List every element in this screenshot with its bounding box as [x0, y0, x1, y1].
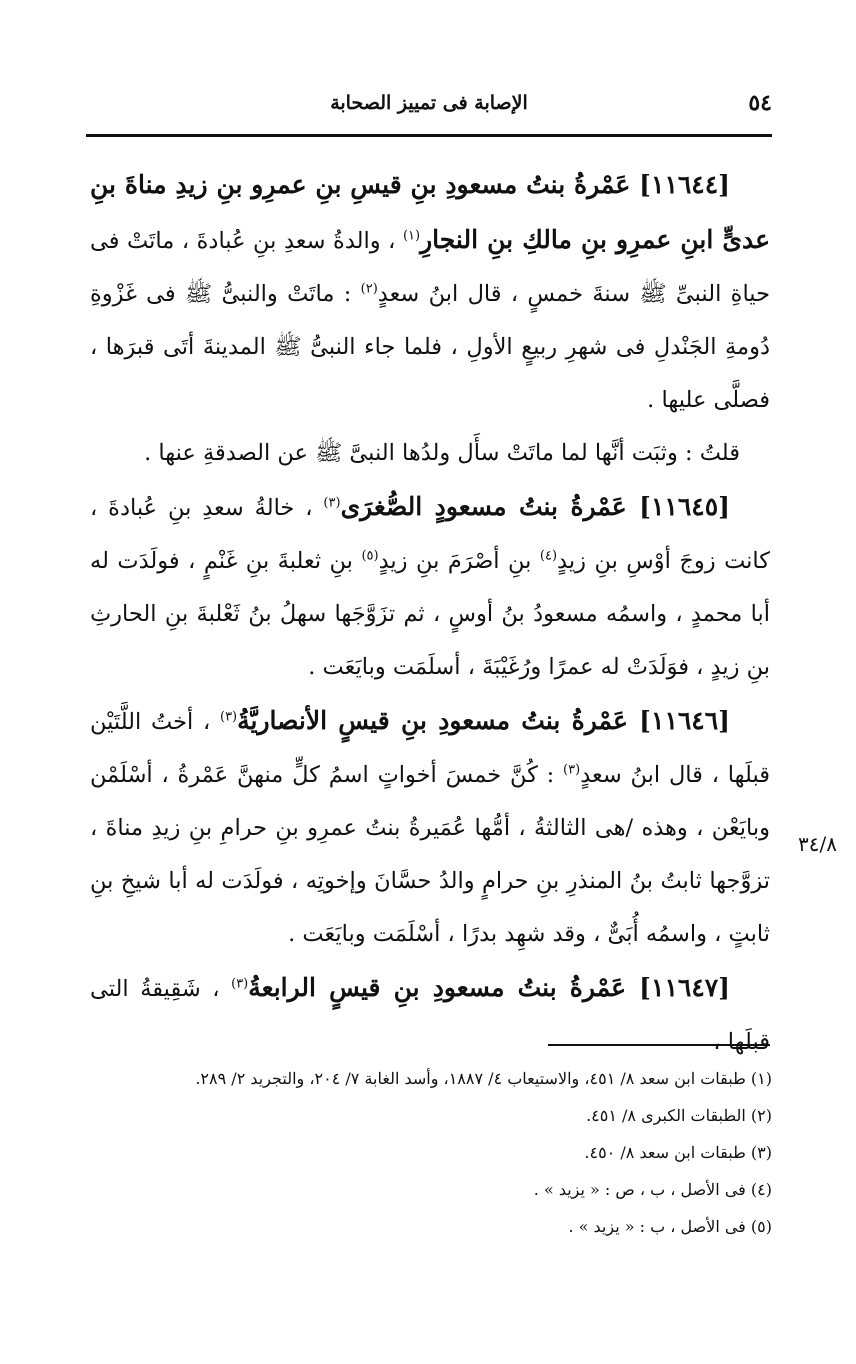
- footnote-ref: (٥): [361, 548, 379, 564]
- footnote-ref: (٤): [539, 548, 558, 564]
- entry-text: : كُنَّ خمسَ أخواتٍ اسمُ كلٍّ منهنَّ عَمْرةُ ، أسْلَمْن وبايَعْن ، وهذه /هى الثالثةُ ، أمُّها عُمَيرةُ بنتُ عمرِو بنِ حرامِ بنِ زيدِ مناةَ ، تزوَّجها ثابتُ بنُ المنذرِ بنِ حرامٍ والدُ حسَّانَ وإخوتِه ، فولَدَت له أبا شيخِ بنِ ثابتٍ ، واسمُه أُبَىٌّ ، وقد شهِد بدرًا ، أسْلَمَت وبايَعَت .: [90, 762, 770, 947]
- footnotes: [86, 1060, 772, 1245]
- entry-heading: [١١٦٤٧] عَمْرةُ بنتُ مسعودِ بنِ قيسٍ الرابعةُ: [248, 973, 731, 1002]
- entry-heading: [١١٦٤٦] عَمْرةُ بنتُ مسعودِ بنِ قيسٍ الأنصاريَّةُ: [237, 706, 730, 735]
- footnote-ref: (٣): [563, 762, 581, 778]
- entry-text: بنِ أصْرَمَ بنِ زيدٍ: [378, 548, 532, 574]
- footnote-5: (٥) فى الأصل ، ب : « يزيد » .: [568, 1217, 772, 1236]
- footnote-ref: (١): [402, 228, 421, 244]
- entry-text: بنِ ثعلبةَ بنِ غَنْمٍ ، فولَدَت له أبا محمدٍ ، واسمُه مسعودُ بنُ أوسٍ ، ثم تزَوَّجَها سهلُ بنُ ثَعْلبةَ بنِ الحارثِ بنِ زيدٍ ، فوَلَدَتْ له عمرًا ورُغَيْبَةَ ، أسلَمَت وبايَعَت .: [90, 548, 770, 680]
- entry-heading: [١١٦٤٤] عَمْرةُ بنتُ مسعودِ بنِ قيسِ بنِ عمرِو بنِ زيدِ مناةَ بنِ عدىٍّ ابنِ عمرِو بنِ مالكِ بنِ النجارِ: [90, 170, 771, 254]
- entry-text: ، خالةُ سعدِ بنِ عُبادةَ ، كانت زوجَ أوْسِ بنِ زيدٍ: [90, 495, 770, 574]
- entry-11646: [90, 694, 770, 961]
- footnote-ref: (٢): [360, 281, 378, 297]
- running-title: الإصابة فى تمييز الصحابة: [330, 92, 528, 114]
- footnote-3: (٣) طبقات ابن سعد ٨/ ٤٥٠.: [584, 1143, 772, 1162]
- entry-text: : ماتَتْ والنبىُّ ﷺ فى غَزْوةِ دُومةِ الجَنْدلِ فى شهرِ ربيعٍ الأولِ ، فلما جاء النبىُّ ﷺ المدينةَ أتَى قبرَها ، فصلَّى عليها .: [90, 281, 770, 413]
- page-number: ٥٤: [748, 90, 772, 116]
- main-text: [90, 158, 770, 1069]
- entry-11645: [90, 480, 770, 694]
- header-rule: [86, 134, 772, 137]
- footnote-2: (٢) الطبقات الكبرى ٨/ ٤٥١.: [586, 1106, 772, 1125]
- entry-text: ، شَقِيقةُ التى قبلَها ،: [90, 976, 770, 1055]
- footnote-1: (١) طبقات ابن سعد ٨/ ٤٥١، والاستيعاب ٤/ ١٨٨٧، وأسد الغابة ٧/ ٢٠٤، والتجريد ٢/ ٢٨٩.: [195, 1069, 772, 1088]
- page-header: [86, 88, 772, 122]
- footnote-4: (٤) فى الأصل ، ب ، ص : « يزيد » .: [533, 1180, 772, 1199]
- note-text: قلتُ : وثبَت أنَّها لما ماتَتْ سأَل ولدُها النبىَّ ﷺ عن الصدقةِ عنها .: [144, 440, 740, 466]
- entry-text: ، والدةُ سعدِ بنِ عُبادةَ ، ماتَتْ فى حياةِ النبىِّ ﷺ سنةَ خمسٍ ، قال ابنُ سعدٍ: [90, 228, 770, 307]
- editor-note: [90, 427, 770, 480]
- entry-text: ، أختُ اللَّتَيْن قبلَها ، قال ابنُ سعدٍ: [90, 709, 770, 788]
- footnote-ref: (٣): [219, 709, 238, 725]
- footnote-rule: [548, 1044, 770, 1046]
- footnote-ref: (٣): [323, 495, 341, 511]
- entry-11647: [90, 961, 770, 1069]
- entry-heading: [١١٦٤٥] عَمْرةُ بنتُ مسعودٍ الصُّغرَى: [340, 492, 730, 521]
- margin-reference: ٣٤/٨: [798, 832, 837, 856]
- footnote-ref: (٣): [231, 976, 249, 992]
- entry-11644: [90, 158, 770, 427]
